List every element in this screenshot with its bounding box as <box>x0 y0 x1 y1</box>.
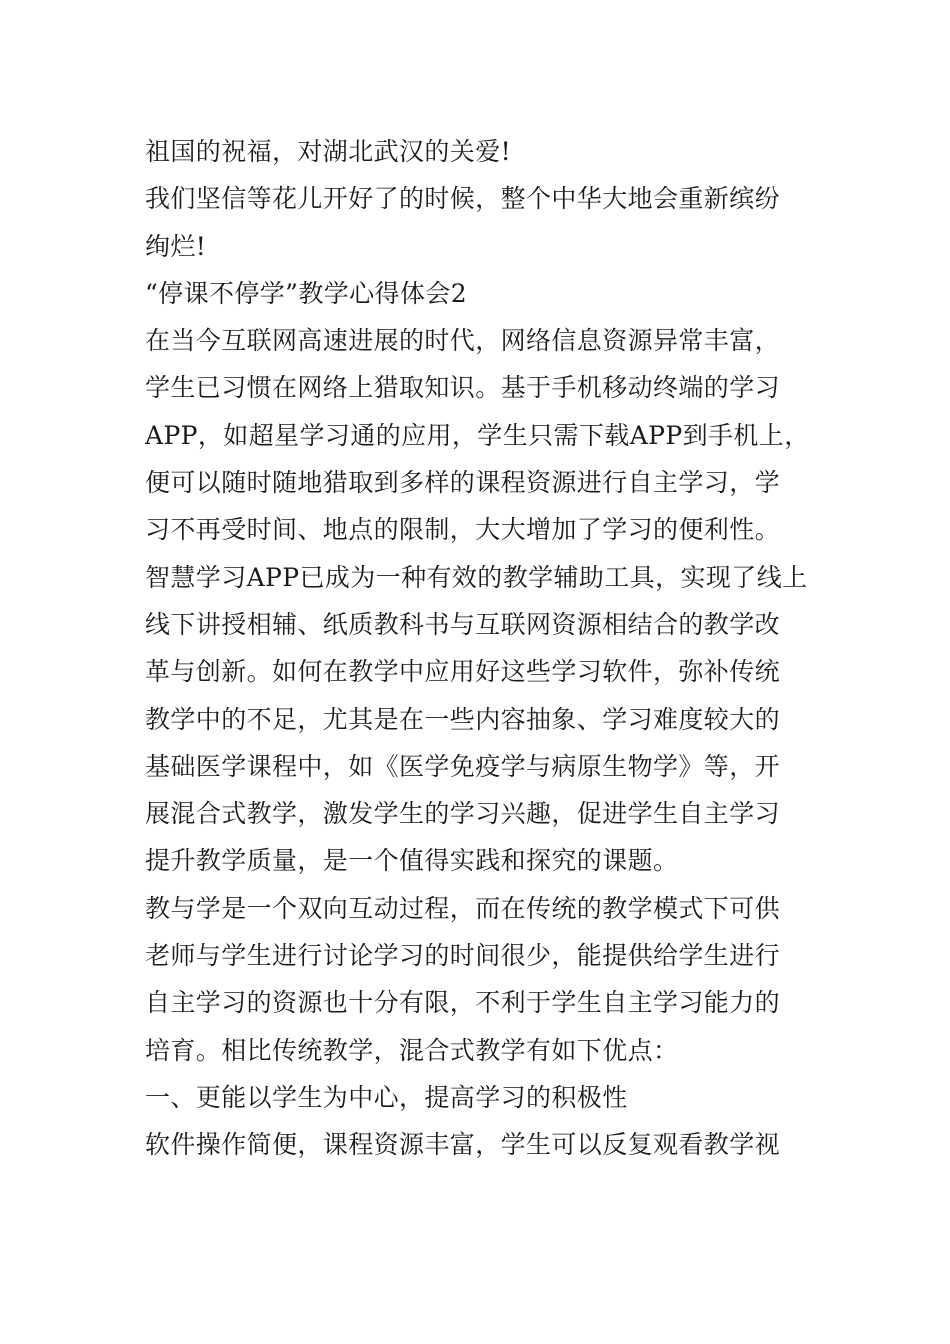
text-line: 老师与学生进行讨论学习的时间很少，能提供给学生进行 <box>145 941 781 971</box>
text-line: 教与学是一个双向互动过程，而在传统的教学模式下可供 <box>145 893 781 923</box>
subsection-heading: 一、更能以学生为中心，提高学习的积极性 <box>145 1082 628 1112</box>
document-body <box>145 128 825 1169</box>
text-line: 祖国的祝福，对湖北武汉的关爱! <box>145 137 512 166</box>
text-line: 软件操作简便，课程资源丰富，学生可以反复观看教学视 <box>145 1130 781 1160</box>
text-line: APP，如超星学习通的应用，学生只需下载APP到手机上， <box>145 420 810 450</box>
section-heading: “停课不停学”教学心得体会2 <box>145 278 468 308</box>
text-line: 提升教学质量，是一个值得实践和探究的课题。 <box>145 846 679 876</box>
text-line: 智慧学习APP已成为一种有效的教学辅助工具，实现了线上 <box>145 562 808 592</box>
text-line: 展混合式教学，激发学生的学习兴趣，促进学生自主学习 <box>145 799 781 829</box>
text-line: 自主学习的资源也十分有限，不利于学生自主学习能力的 <box>145 988 781 1018</box>
text-line: 习不再受时间、地点的限制，大大增加了学习的便利性。 <box>145 515 781 545</box>
text-line: 基础医学课程中，如《医学免疫学与病原生物学》等，开 <box>145 751 781 781</box>
text-line: 我们坚信等花儿开好了的时候，整个中华大地会重新缤纷 <box>145 184 781 214</box>
text-line: 便可以随时随地猎取到多样的课程资源进行自主学习，学 <box>145 468 781 498</box>
text-line: 绚烂! <box>145 231 207 261</box>
text-line: 在当今互联网高速进展的时代，网络信息资源异常丰富， <box>145 326 781 356</box>
text-line: 线下讲授相辅、纸质教科书与互联网资源相结合的教学改 <box>145 609 781 639</box>
text-line: 学生已习惯在网络上猎取知识。基于手机移动终端的学习 <box>145 373 781 403</box>
text-line: 教学中的不足，尤其是在一些内容抽象、学习难度较大的 <box>145 704 781 734</box>
text-line: 革与创新。如何在教学中应用好这些学习软件，弥补传统 <box>145 657 781 687</box>
text-line: 培育。相比传统教学，混合式教学有如下优点： <box>145 1035 679 1065</box>
